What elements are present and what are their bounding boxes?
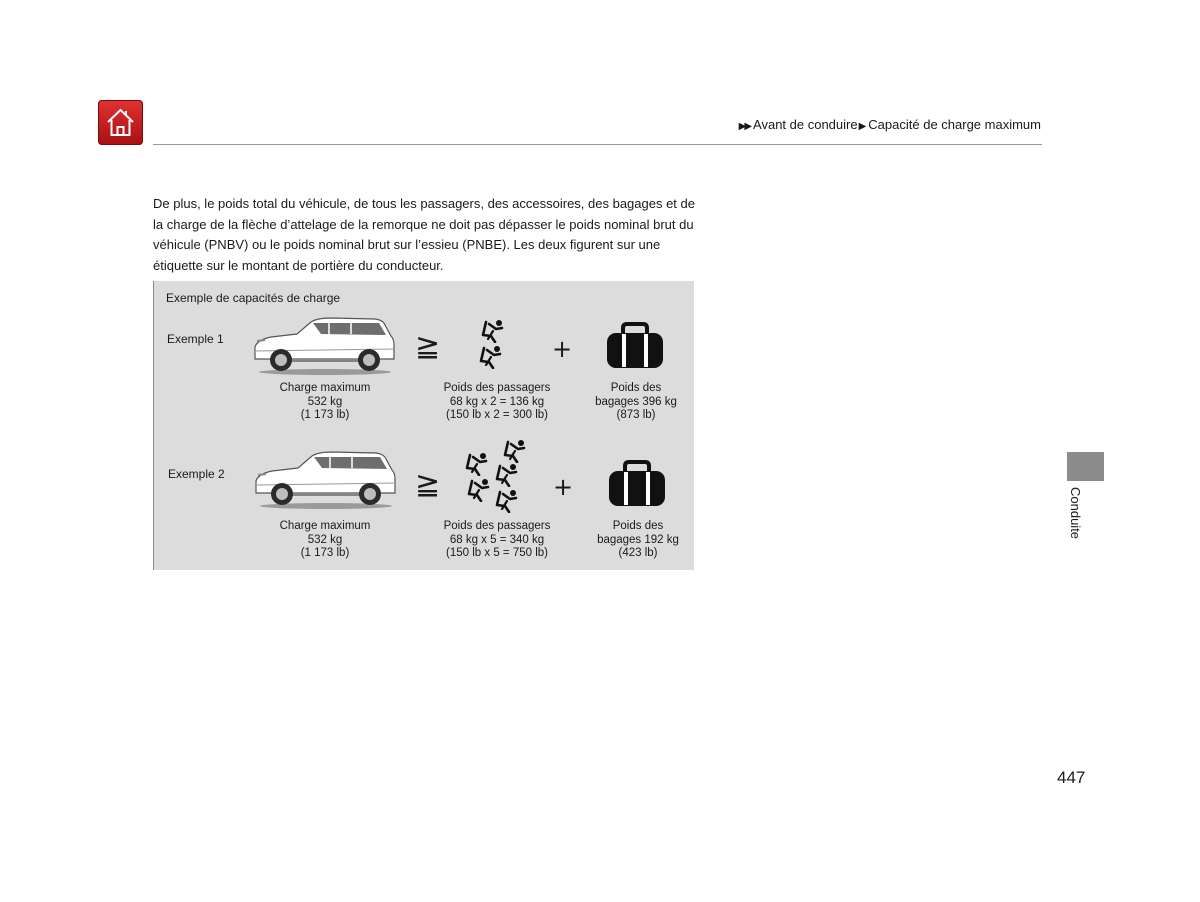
seated-passenger-icon bbox=[478, 345, 504, 374]
luggage-caption: Poids des bagages 396 kg (873 lb) bbox=[595, 382, 677, 421]
plus-symbol: + bbox=[553, 473, 574, 501]
section-tab[interactable] bbox=[1067, 452, 1104, 481]
seated-passenger-icon bbox=[466, 478, 492, 507]
breadcrumb bbox=[739, 117, 1041, 132]
passenger-caption: Poids des passagers 68 kg x 5 = 340 kg (150 lb x 5 = 750 lb) bbox=[443, 520, 551, 559]
example-1-label: Exemple 1 bbox=[167, 332, 224, 346]
page-number: 447 bbox=[1057, 768, 1086, 787]
vehicle-caption: Charge maximum 532 kg (1 173 lb) bbox=[279, 520, 371, 559]
example-2-label: Exemple 2 bbox=[168, 467, 225, 481]
section-tab-label: Conduite bbox=[1068, 487, 1083, 540]
breadcrumb-item-before-driving[interactable]: Avant de conduire bbox=[753, 117, 858, 132]
luggage-caption: Poids des bagages 192 kg (423 lb) bbox=[597, 520, 679, 559]
breadcrumb-item-max-load[interactable]: Capacité de charge maximum bbox=[868, 117, 1041, 132]
body-paragraph: De plus, le poids total du véhicule, de tous les passagers, des accessoires, des bagages et de la charge de la flèche d’attelage de la remorque ne doit pas dépasser le poids nominal brut du véhicule (PNBV) ou le poids nominal brut sur l’essieu (PNBE). Les deux figurent sur une étiquette sur le montant de portière du conducteur. bbox=[153, 196, 695, 273]
passenger-icons-group bbox=[474, 319, 534, 371]
seated-passenger-icon bbox=[494, 489, 520, 518]
plus-symbol: + bbox=[552, 335, 573, 363]
load-capacity-figure bbox=[153, 281, 694, 570]
passenger-icons-group bbox=[462, 439, 532, 513]
figure-title: Exemple de capacités de charge bbox=[166, 291, 341, 305]
car-icon bbox=[251, 315, 399, 375]
car-icon bbox=[252, 449, 400, 509]
luggage-bag-icon bbox=[606, 322, 664, 369]
home-button[interactable] bbox=[98, 100, 143, 145]
header-divider bbox=[153, 144, 1042, 145]
home-icon bbox=[105, 107, 136, 138]
greater-or-equal-symbol: ≧ bbox=[415, 329, 441, 364]
vehicle-caption: Charge maximum 532 kg (1 173 lb) bbox=[279, 382, 371, 421]
double-arrow-icon: ▶▶ bbox=[738, 121, 751, 132]
luggage-bag-icon bbox=[608, 460, 666, 507]
arrow-icon: ▶ bbox=[858, 121, 867, 132]
passenger-caption: Poids des passagers 68 kg x 2 = 136 kg (150 lb x 2 = 300 lb) bbox=[443, 382, 551, 421]
seated-passenger-icon bbox=[494, 463, 520, 492]
seated-passenger-icon bbox=[464, 452, 490, 481]
greater-or-equal-symbol: ≧ bbox=[415, 467, 441, 502]
seated-passenger-icon bbox=[480, 319, 506, 348]
